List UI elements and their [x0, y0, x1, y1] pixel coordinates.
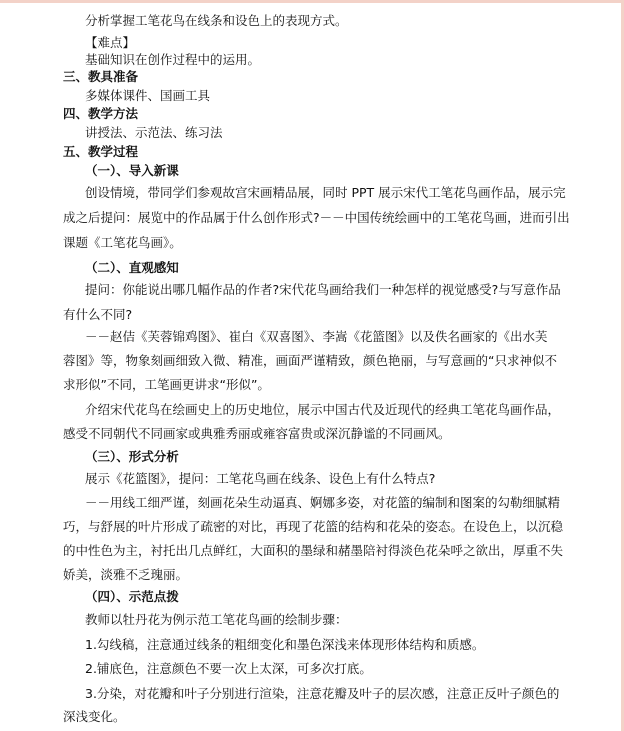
paragraph-line: 教师以牡丹花为例示范工笔花鸟画的绘制步骤： [85, 612, 348, 627]
subsection-heading-1: （一）、导入新课 [85, 163, 179, 178]
step-line: 3.分染，对花瓣和叶子分别进行渲染，注意花瓣及叶子的层次感，注意正反叶子颜色的 [85, 686, 560, 701]
paragraph-line: －－用线工细严谨，刻画花朵生动逼真、婀娜多姿，对花篮的编制和图案的勾勒细腻精 [85, 495, 561, 510]
paragraph-line: 展示《花篮图》，提问：工笔花鸟画在线条、设色上有什么特点? [85, 471, 436, 486]
paragraph-line: 介绍宋代花鸟在绘画史上的历史地位，展示中国古代及近现代的经典工笔花鸟画作品， [85, 402, 561, 417]
paragraph-line: 的中性色为主，衬托出几点鲜红，大面积的墨绿和赭墨陪衬得淡色花朵呼之欲出，厚重不失 [63, 543, 564, 558]
paragraph-line: 娇美，淡雅不乏瑰丽。 [63, 567, 189, 582]
section-heading-3: 三、教具准备 [63, 69, 139, 84]
difficulty-text: 基础知识在创作过程中的运用。 [85, 52, 261, 67]
objective-line: 分析掌握工笔花鸟在线条和设色上的表现方式。 [85, 13, 348, 28]
section-heading-5: 五、教学过程 [63, 144, 139, 159]
paragraph-line: 成之后提问：展览中的作品属于什么创作形式?－－中国传统绘画中的工笔花鸟画，进而引出 [63, 210, 570, 225]
difficulty-label: 【难点】 [85, 35, 136, 50]
paragraph-line: 创设情境，带同学们参观故宫宋画精品展，同时 PPT 展示宋代工笔花鸟画作品，展示完 [85, 185, 566, 200]
paragraph-line: 蓉图》等，物象刻画细致入微、精准，画面严谨精致，颜色艳丽，与写意画的“只求神似不 [63, 353, 557, 368]
step-line: 2.铺底色，注意颜色不要一次上太深，可多次打底。 [85, 661, 372, 676]
paragraph-line: 课题《工笔花鸟画》。 [63, 235, 182, 250]
paragraph-line: 巧，与舒展的叶片形成了疏密的对比，再现了花篮的结构和花朵的姿态。在设色上，以沉稳 [63, 519, 564, 534]
section-heading-4: 四、教学方法 [63, 106, 139, 121]
subsection-heading-3: （三）、形式分析 [85, 449, 179, 464]
teaching-methods-text: 讲授法、示范法、练习法 [85, 125, 223, 140]
step-line: 深浅变化。 [63, 709, 126, 724]
paragraph-line: 提问：你能说出哪几幅作品的作者?宋代花鸟画给我们一种怎样的视觉感受?与写意作品 [85, 282, 561, 297]
page-edge-top [0, 0, 624, 3]
paragraph-line: 求形似”不同，工笔画更讲求“形似”。 [63, 377, 270, 392]
paragraph-line: 有什么不同? [63, 307, 133, 322]
step-line: 1.勾线稿，注意通过线条的粗细变化和墨色深浅来体现形体结构和质感。 [85, 637, 485, 652]
subsection-heading-2: （二）、直观感知 [85, 260, 179, 275]
teaching-tools-text: 多媒体课件、国画工具 [85, 88, 211, 103]
subsection-heading-4: （四）、示范点拨 [85, 589, 179, 604]
paragraph-line: 感受不同朝代不同画家或典雅秀丽或雍容富贵或深沉静谧的不同画风。 [63, 426, 451, 441]
paragraph-line: －－赵佶《芙蓉锦鸡图》、崔白《双喜图》、李嵩《花篮图》以及佚名画家的《出水芙 [85, 329, 548, 344]
